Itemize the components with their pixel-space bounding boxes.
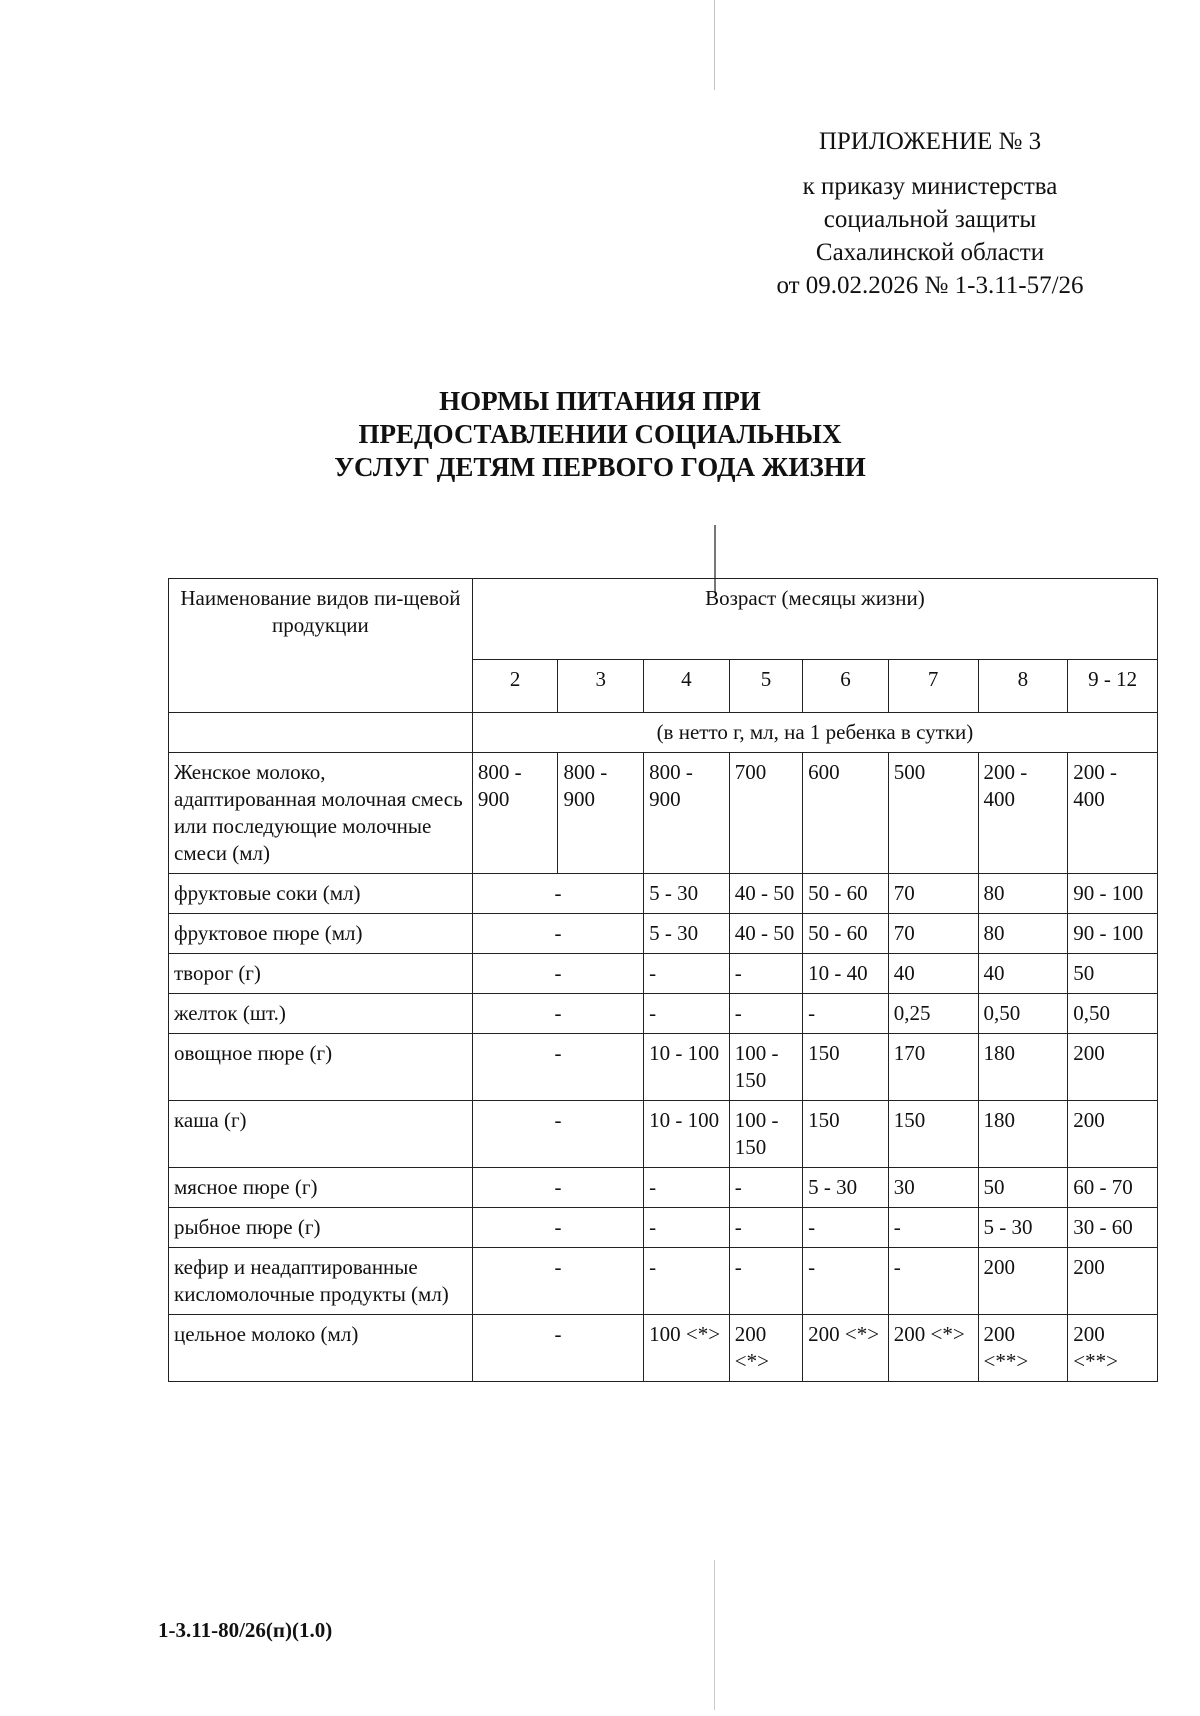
header-age: Возраст (месяцы жизни) xyxy=(472,579,1157,660)
annex-line: социальной защиты xyxy=(823,206,1037,233)
value-cell: 100 - 150 xyxy=(729,1034,802,1101)
value-cell: - xyxy=(729,954,802,994)
food-name: цельное молоко (мл) xyxy=(169,1315,473,1382)
unit-row xyxy=(169,713,1158,753)
value-cell: 180 xyxy=(978,1101,1068,1168)
value-cell: 60 - 70 xyxy=(1068,1168,1158,1208)
age-cell: 9 - 12 xyxy=(1068,660,1158,713)
value-cell: 800 - 900 xyxy=(472,753,558,874)
table-row xyxy=(169,874,1158,914)
value-cell: 600 xyxy=(803,753,889,874)
age-cell: 6 xyxy=(803,660,889,713)
value-cell: 200 - 400 xyxy=(978,753,1068,874)
annex-block xyxy=(700,125,1160,302)
value-cell: 100 - 150 xyxy=(729,1101,802,1168)
value-cell: 500 xyxy=(888,753,978,874)
nutrition-norms-table xyxy=(168,578,1158,1382)
not-applicable-cell: - xyxy=(472,954,643,994)
value-cell: 800 - 900 xyxy=(644,753,730,874)
not-applicable-cell: - xyxy=(472,914,643,954)
table-row xyxy=(169,1168,1158,1208)
value-cell: 50 xyxy=(978,1168,1068,1208)
annex-number: ПРИЛОЖЕНИЕ № 3 xyxy=(818,128,1042,155)
table-header-row xyxy=(169,579,1158,660)
value-cell: 5 - 30 xyxy=(803,1168,889,1208)
value-cell: 70 xyxy=(888,914,978,954)
value-cell: 30 xyxy=(888,1168,978,1208)
value-cell: 0,25 xyxy=(888,994,978,1034)
value-cell: 200 <**> xyxy=(978,1315,1068,1382)
table-row xyxy=(169,1208,1158,1248)
food-name: желток (шт.) xyxy=(169,994,473,1034)
value-cell: 700 xyxy=(729,753,802,874)
value-cell: 50 - 60 xyxy=(803,874,889,914)
annex-line: к приказу министерства xyxy=(802,173,1058,200)
age-cell: 5 xyxy=(729,660,802,713)
age-cell: 8 xyxy=(978,660,1068,713)
value-cell: - xyxy=(644,954,730,994)
table-row xyxy=(169,1034,1158,1101)
age-cell: 2 xyxy=(472,660,558,713)
value-cell: 80 xyxy=(978,914,1068,954)
not-applicable-cell: - xyxy=(472,1101,643,1168)
value-cell: 5 - 30 xyxy=(644,914,730,954)
value-cell: 200 <*> xyxy=(803,1315,889,1382)
value-cell: - xyxy=(729,1208,802,1248)
value-cell: - xyxy=(888,1248,978,1315)
age-cell: 3 xyxy=(558,660,644,713)
food-name: творог (г) xyxy=(169,954,473,994)
value-cell: 170 xyxy=(888,1034,978,1101)
value-cell: 150 xyxy=(803,1034,889,1101)
table-row xyxy=(169,1315,1158,1382)
table-row xyxy=(169,954,1158,994)
scan-artifact-line xyxy=(714,0,715,90)
value-cell: 40 - 50 xyxy=(729,914,802,954)
document-code: 1-3.11-80/26(п)(1.0) xyxy=(158,1618,333,1642)
age-cell: 7 xyxy=(888,660,978,713)
not-applicable-cell: - xyxy=(472,874,643,914)
food-name: овощное пюре (г) xyxy=(169,1034,473,1101)
value-cell: 150 xyxy=(888,1101,978,1168)
title-line: ПРЕДОСТАВЛЕНИИ СОЦИАЛЬНЫХ xyxy=(358,419,842,449)
table-row xyxy=(169,1248,1158,1315)
value-cell: - xyxy=(803,1248,889,1315)
header-food-name: Наименование видов пи-щевой продукции xyxy=(169,579,473,713)
title-line: НОРМЫ ПИТАНИЯ ПРИ xyxy=(439,386,761,416)
value-cell: 80 xyxy=(978,874,1068,914)
annex-line: от 09.02.2026 № 1-3.11-57/26 xyxy=(776,272,1084,299)
not-applicable-cell: - xyxy=(472,994,643,1034)
value-cell: 200 xyxy=(1068,1101,1158,1168)
value-cell: 200 <**> xyxy=(1068,1315,1158,1382)
value-cell: 150 xyxy=(803,1101,889,1168)
value-cell: 50 xyxy=(1068,954,1158,994)
value-cell: - xyxy=(644,1168,730,1208)
food-name: кефир и неадаптированные кисломолочные продукты (мл) xyxy=(169,1248,473,1315)
value-cell: - xyxy=(644,1208,730,1248)
value-cell: 40 - 50 xyxy=(729,874,802,914)
value-cell: 90 - 100 xyxy=(1068,874,1158,914)
value-cell: 70 xyxy=(888,874,978,914)
food-name: Женское молоко, адаптированная молочная смесь или последующие молочные смеси (мл) xyxy=(169,753,473,874)
value-cell: 50 - 60 xyxy=(803,914,889,954)
not-applicable-cell: - xyxy=(472,1208,643,1248)
table-row xyxy=(169,1101,1158,1168)
value-cell: 5 - 30 xyxy=(644,874,730,914)
value-cell: 90 - 100 xyxy=(1068,914,1158,954)
value-cell: 200 xyxy=(1068,1034,1158,1101)
value-cell: 180 xyxy=(978,1034,1068,1101)
food-name: мясное пюре (г) xyxy=(169,1168,473,1208)
scan-artifact-line xyxy=(714,1560,715,1710)
document-title xyxy=(280,385,920,484)
table-row xyxy=(169,994,1158,1034)
value-cell: 5 - 30 xyxy=(978,1208,1068,1248)
table-row xyxy=(169,753,1158,874)
value-cell: - xyxy=(729,1248,802,1315)
value-cell: 200 <*> xyxy=(888,1315,978,1382)
value-cell: 10 - 100 xyxy=(644,1034,730,1101)
value-cell: 100 <*> xyxy=(644,1315,730,1382)
annex-line: Сахалинской области xyxy=(815,239,1045,266)
value-cell: 200 <*> xyxy=(729,1315,802,1382)
food-name: фруктовое пюре (мл) xyxy=(169,914,473,954)
not-applicable-cell: - xyxy=(472,1315,643,1382)
unit-note: (в нетто г, мл, на 1 ребенка в сутки) xyxy=(472,713,1157,753)
value-cell: - xyxy=(803,1208,889,1248)
value-cell: 200 xyxy=(1068,1248,1158,1315)
value-cell: 40 xyxy=(888,954,978,994)
value-cell: - xyxy=(803,994,889,1034)
value-cell: 200 - 400 xyxy=(1068,753,1158,874)
value-cell: - xyxy=(729,994,802,1034)
not-applicable-cell: - xyxy=(472,1168,643,1208)
food-name: каша (г) xyxy=(169,1101,473,1168)
value-cell: 10 - 100 xyxy=(644,1101,730,1168)
value-cell: 10 - 40 xyxy=(803,954,889,994)
value-cell: - xyxy=(888,1208,978,1248)
age-cell: 4 xyxy=(644,660,730,713)
value-cell: 0,50 xyxy=(978,994,1068,1034)
table-body xyxy=(169,579,1158,1382)
food-name: рыбное пюре (г) xyxy=(169,1208,473,1248)
value-cell: - xyxy=(644,1248,730,1315)
unit-empty-cell xyxy=(169,713,473,753)
value-cell: - xyxy=(729,1168,802,1208)
value-cell: - xyxy=(644,994,730,1034)
value-cell: 200 xyxy=(978,1248,1068,1315)
not-applicable-cell: - xyxy=(472,1034,643,1101)
table-row xyxy=(169,914,1158,954)
value-cell: 30 - 60 xyxy=(1068,1208,1158,1248)
food-name: фруктовые соки (мл) xyxy=(169,874,473,914)
not-applicable-cell: - xyxy=(472,1248,643,1315)
title-line: УСЛУГ ДЕТЯМ ПЕРВОГО ГОДА ЖИЗНИ xyxy=(334,452,866,482)
value-cell: 0,50 xyxy=(1068,994,1158,1034)
value-cell: 800 - 900 xyxy=(558,753,644,874)
value-cell: 40 xyxy=(978,954,1068,994)
